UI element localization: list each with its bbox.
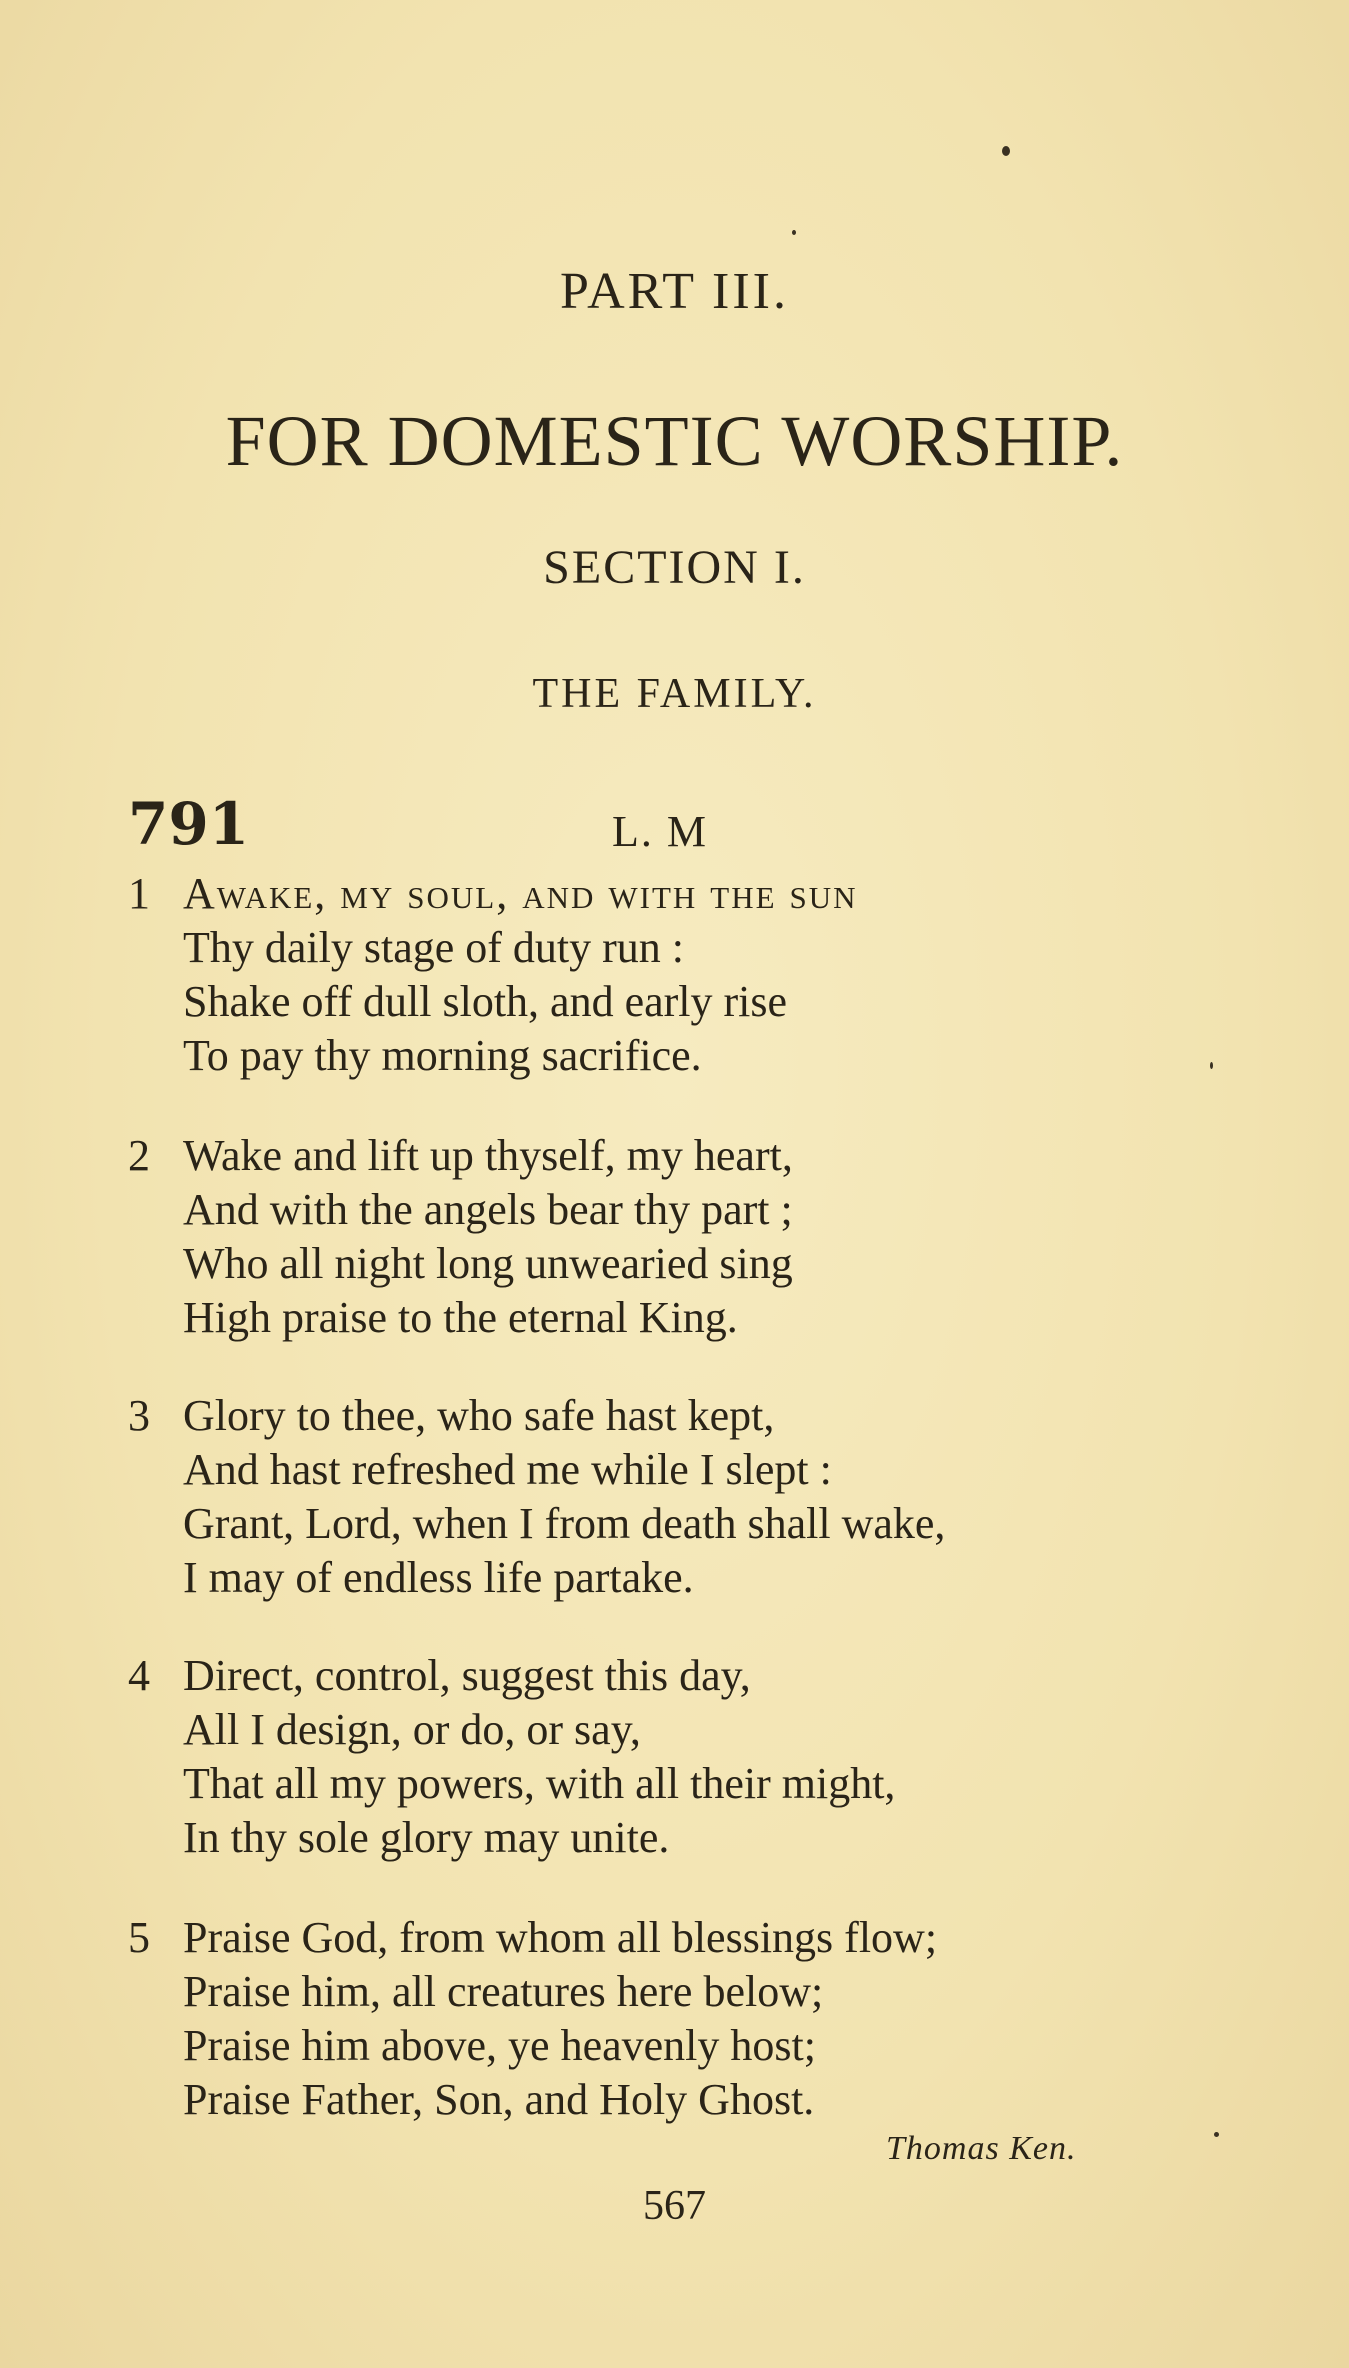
hymn-line: All I design, or do, or say, <box>183 1705 641 1754</box>
hymn-line: And with the angels bear thy part ; <box>183 1185 793 1234</box>
hymn-line: Wake and lift up thyself, my heart, <box>183 1131 793 1180</box>
hymn-line: And hast refreshed me while I slept : <box>183 1445 832 1494</box>
hymn-line <box>183 868 858 919</box>
hymn-line: In thy sole glory may unite. <box>183 1813 670 1862</box>
hymn-line: Grant, Lord, when I from death shall wake, <box>183 1499 946 1548</box>
ink-speck <box>1210 1062 1213 1069</box>
ink-speck <box>1002 146 1010 156</box>
stanza-number: 5 <box>128 1913 150 1962</box>
stanza-number: 3 <box>128 1391 150 1440</box>
subsection-title: THE FAMILY. <box>532 671 817 717</box>
part-title: PART III. <box>559 263 790 320</box>
ink-speck <box>1214 2132 1219 2137</box>
hymn-line: To pay thy morning sacrifice. <box>183 1031 702 1080</box>
stanza-number: 1 <box>128 869 150 918</box>
ink-speck <box>792 230 796 235</box>
hymn-line: Who all night long unwearied sing <box>183 1239 793 1288</box>
hymn-first-line: Awake, my soul, and with the sun <box>183 869 858 918</box>
hymn-line: Praise him above, ye heavenly host; <box>183 2021 816 2070</box>
hymn-line: Praise Father, Son, and Holy Ghost. <box>183 2075 815 2124</box>
hymn-line: Direct, control, suggest this day, <box>183 1651 751 1700</box>
hymn-line: Glory to thee, who safe hast kept, <box>183 1391 775 1440</box>
page-number: 567 <box>643 2183 706 2229</box>
section-title: SECTION I. <box>543 541 806 594</box>
page-title: FOR DOMESTIC WORSHIP. <box>225 401 1124 481</box>
hymn-line: Praise God, from whom all blessings flow; <box>183 1913 938 1962</box>
hymn-line: Shake off dull sloth, and early rise <box>183 977 788 1026</box>
hymn-number: 791 <box>128 790 250 858</box>
stanza-number: 4 <box>128 1651 150 1700</box>
hymn-line: Praise him, all creatures here below; <box>183 1967 824 2016</box>
hymn-line: That all my powers, with all their might, <box>183 1759 896 1808</box>
hymn-line: Thy daily stage of duty run : <box>183 923 685 972</box>
stanza-number: 2 <box>128 1131 150 1180</box>
hymn-author: Thomas Ken. <box>886 2130 1077 2167</box>
hymn-line: High praise to the eternal King. <box>183 1293 738 1342</box>
hymn-line: I may of endless life partake. <box>183 1553 694 1602</box>
hymn-meter: L. M <box>612 807 708 856</box>
